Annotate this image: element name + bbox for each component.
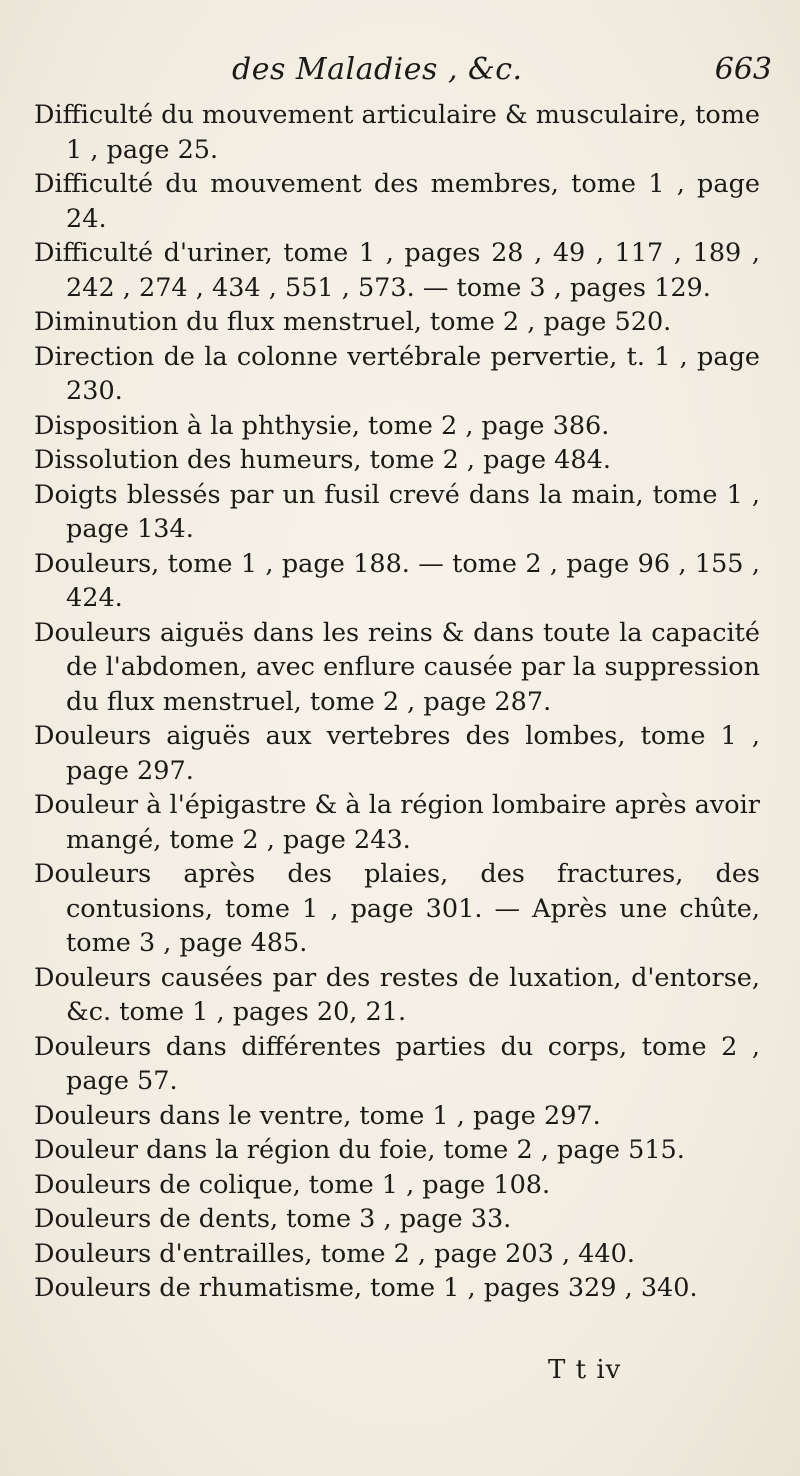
page-header	[0, 52, 800, 96]
index-entry: Difficulté du mouvement des membres, tome 1 , page 24.	[34, 169, 760, 234]
index-entry: Diminution du flux menstruel, tome 2 , page 520.	[34, 307, 672, 337]
index-entry: Difficulté d'uriner, tome 1 , pages 28 , 49 , 117 , 189 , 242 , 274 , 434 , 551 , 573. — tome 3 , pages 129.	[34, 238, 760, 303]
index-entry: Douleurs aiguës dans les reins & dans toute la capacité de l'abdomen, avec enflure causée par la suppression du flux menstruel, tome 2 , page 287.	[34, 617, 760, 717]
index-entry: Difficulté du mouvement articulaire & musculaire, tome 1 , page 25.	[34, 100, 761, 165]
index-entry: Douleurs de colique, tome 1 , page 108.	[34, 1169, 551, 1200]
index-entry: Douleurs d'entrailles, tome 2 , page 203 , 440.	[34, 1238, 635, 1269]
page-footer	[0, 1355, 800, 1395]
running-title: des Maladies , &c.	[232, 52, 523, 87]
signature-mark: T t iv	[548, 1355, 622, 1385]
index-entry: Douleur à l'épigastre & à la région lombaire après avoir mangé, tome 2 , page 243.	[34, 790, 760, 855]
page-number: 663	[714, 52, 772, 87]
index-entry: Douleurs dans le ventre, tome 1 , page 297.	[34, 1100, 601, 1131]
index-entry: Douleurs de dents, tome 3 , page 33.	[34, 1204, 512, 1234]
index-entry: Disposition à la phthysie, tome 2 , page 386.	[34, 410, 610, 441]
index-entry: Douleurs causées par des restes de luxation, d'entorse, &c. tome 1 , pages 20, 21.	[34, 962, 760, 1027]
index-entry: Douleurs dans différentes parties du corps, tome 2 , page 57.	[34, 1031, 760, 1096]
index-entry: Doigts blessés par un fusil crevé dans la main, tome 1 , page 134.	[34, 479, 760, 544]
index-entry: Douleur dans la région du foie, tome 2 , page 515.	[34, 1135, 685, 1165]
index-entry: Douleurs, tome 1 , page 188. — tome 2 , page 96 , 155 , 424.	[34, 548, 760, 613]
index-entry: Douleurs de rhumatisme, tome 1 , pages 329 , 340.	[34, 1273, 698, 1303]
index-entry: Dissolution des humeurs, tome 2 , page 484.	[34, 445, 611, 475]
index-entries	[34, 98, 760, 1306]
index-entry: Douleurs après des plaies, des fractures, des contusions, tome 1 , page 301. — Après une chûte, tome 3 , page 485.	[34, 859, 760, 958]
index-entry: Direction de la colonne vertébrale pervertie, t. 1 , page 230.	[34, 341, 760, 406]
index-entry: Douleurs aiguës aux vertebres des lombes, tome 1 , page 297.	[34, 721, 760, 786]
